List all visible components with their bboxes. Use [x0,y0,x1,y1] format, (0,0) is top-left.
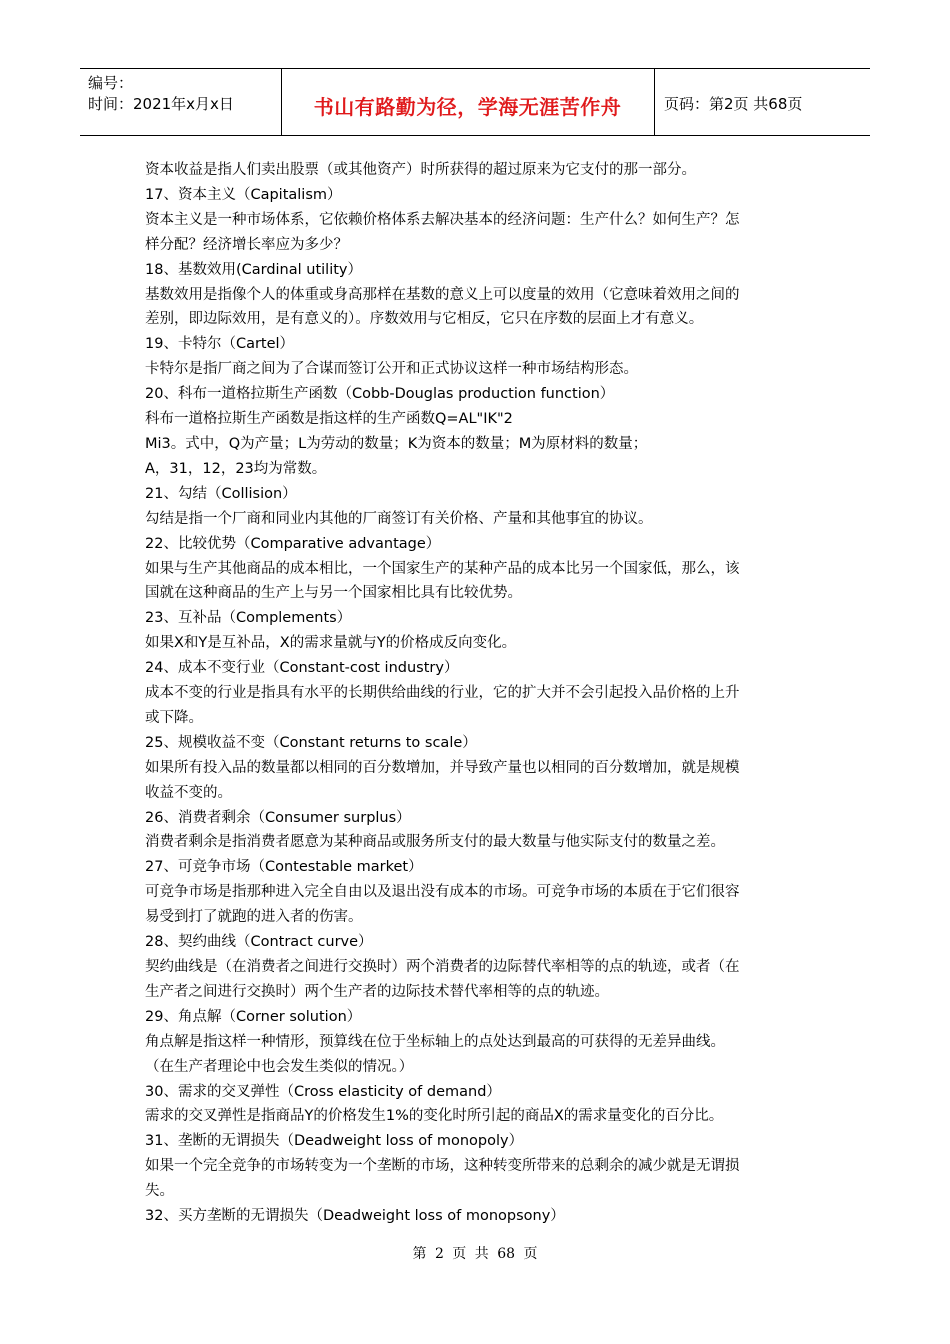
text-line: 31、垄断的无谓损失（Deadweight loss of monopoly） [145,1133,524,1150]
text-line: 需求的交叉弹性是指商品Y的价格发生1%的变化时所引起的商品X的需求量变化的百分比。 [145,1108,724,1125]
text-line: 或下降。 [145,709,203,726]
text-line: 资本收益是指人们卖出股票（或其他资产）时所获得的超过原来为它支付的那一部分。 [145,162,696,178]
text-line: 29、角点解（Corner solution） [145,1008,362,1025]
text-line: 20、科布一道格拉斯生产函数（Cobb-Douglas production function） [145,386,615,403]
text-line: 资本主义是一种市场体系，它依赖价格体系去解决基本的经济问题：生产什么？如何生产？怎 [145,211,740,228]
text-line: （在生产者理论中也会发生类似的情况。） [145,1058,414,1075]
text-line: 如果所有投入品的数量都以相同的百分数增加，并导致产量也以相同的百分数增加，就是规模 [145,759,740,776]
text-line: 生产者之间进行交换时）两个生产者的边际技术替代率相等的点的轨迹。 [145,983,609,1000]
text-line: 18、基数效用(Cardinal utility） [145,261,362,278]
text-line: 卡特尔是指厂商之间为了合谋而签订公开和正式协议这样一种市场结构形态。 [145,361,638,378]
text-line: 科布一道格拉斯生产函数是指这样的生产函数Q=AL"IK"2 [145,411,513,428]
text-line: 易受到打了就跑的进入者的伤害。 [145,909,363,926]
text-line: 契约曲线是（在消费者之间进行交换时）两个消费者的边际替代率相等的点的轨迹，或者（在 [145,959,740,975]
text-line: 25、规模收益不变（Constant returns to scale） [145,734,477,751]
text-line: 基数效用是指像个人的体重或身高那样在基数的意义上可以度量的效用（它意味着效用之间的 [145,286,740,303]
text-line: 30、需求的交叉弹性（Cross elasticity of demand） [145,1083,501,1100]
document-body [145,158,805,1229]
header-motto: 书山有路勤为径，学海无涯苦作舟 [313,95,622,119]
text-line: 23、互补品（Complements） [145,610,352,627]
text-line: Mi3。式中，Q为产量；L为劳动的数量；K为资本的数量；M为原材料的数量； [145,435,648,452]
text-line: 成本不变的行业是指具有水平的长期供给曲线的行业，它的扩大并不会引起投入品价格的上升 [145,685,740,702]
text-line: 可竞争市场是指那种进入完全自由以及退出没有成本的市场。可竞争市场的本质在于它们很容 [145,884,740,901]
text-line: 样分配？经济增长率应为多少？ [145,236,348,253]
text-line: 19、卡特尔（Cartel） [145,336,295,353]
text-line: 收益不变的。 [145,784,232,801]
document-date-label: 时间：2021年x月x日 [88,95,234,113]
page-footer: 第 2 页 共 68 页 [412,1246,538,1262]
header-page-number: 页码：第2页 共68页 [664,95,803,113]
text-line: 28、契约曲线（Contract curve） [145,934,373,951]
header-info [88,73,234,115]
text-line: 22、比较优势（Comparative advantage） [145,535,441,552]
text-line: 24、成本不变行业（Constant-cost industry） [145,660,459,677]
text-line: 消费者剩余是指消费者愿意为某种商品或服务所支付的最大数量与他实际支付的数量之差。 [145,834,725,851]
text-line: 27、可竞争市场（Contestable market） [145,859,423,876]
document-number-label: 编号： [88,74,134,92]
text-line: 21、勾结（Collision） [145,485,297,502]
text-line: 国就在这种商品的生产上与另一个国家相比具有比较优势。 [145,585,522,602]
text-line: 如果与生产其他商品的成本相比，一个国家生产的某种产品的成本比另一个国家低，那么，该 [145,560,740,577]
header-divider-right [654,69,655,135]
text-line: 26、消费者剩余（Consumer surplus） [145,809,411,826]
text-line: 勾结是指一个厂商和同业内其他的厂商签订有关价格、产量和其他事宜的协议。 [145,510,653,527]
text-line: A，31，12，23均为常数。 [145,460,327,477]
text-line: 17、资本主义（Capitalism） [145,186,342,203]
text-line: 角点解是指这样一种情形，预算线在位于坐标轴上的点处达到最高的可获得的无差异曲线。 [145,1033,725,1050]
text-line: 差别，即边际效用，是有意义的）。序数效用与它相反，它只在序数的层面上才有意义。 [145,311,704,328]
text-line: 如果X和Y是互补品，X的需求量就与Y的价格成反向变化。 [145,635,517,652]
text-line: 32、买方垄断的无谓损失（Deadweight loss of monopsony） [145,1208,565,1225]
text-line: 如果一个完全竞争的市场转变为一个垄断的市场，这种转变所带来的总剩余的减少就是无谓损 [145,1158,740,1175]
page-header [80,68,870,136]
text-line: 失。 [145,1183,174,1200]
